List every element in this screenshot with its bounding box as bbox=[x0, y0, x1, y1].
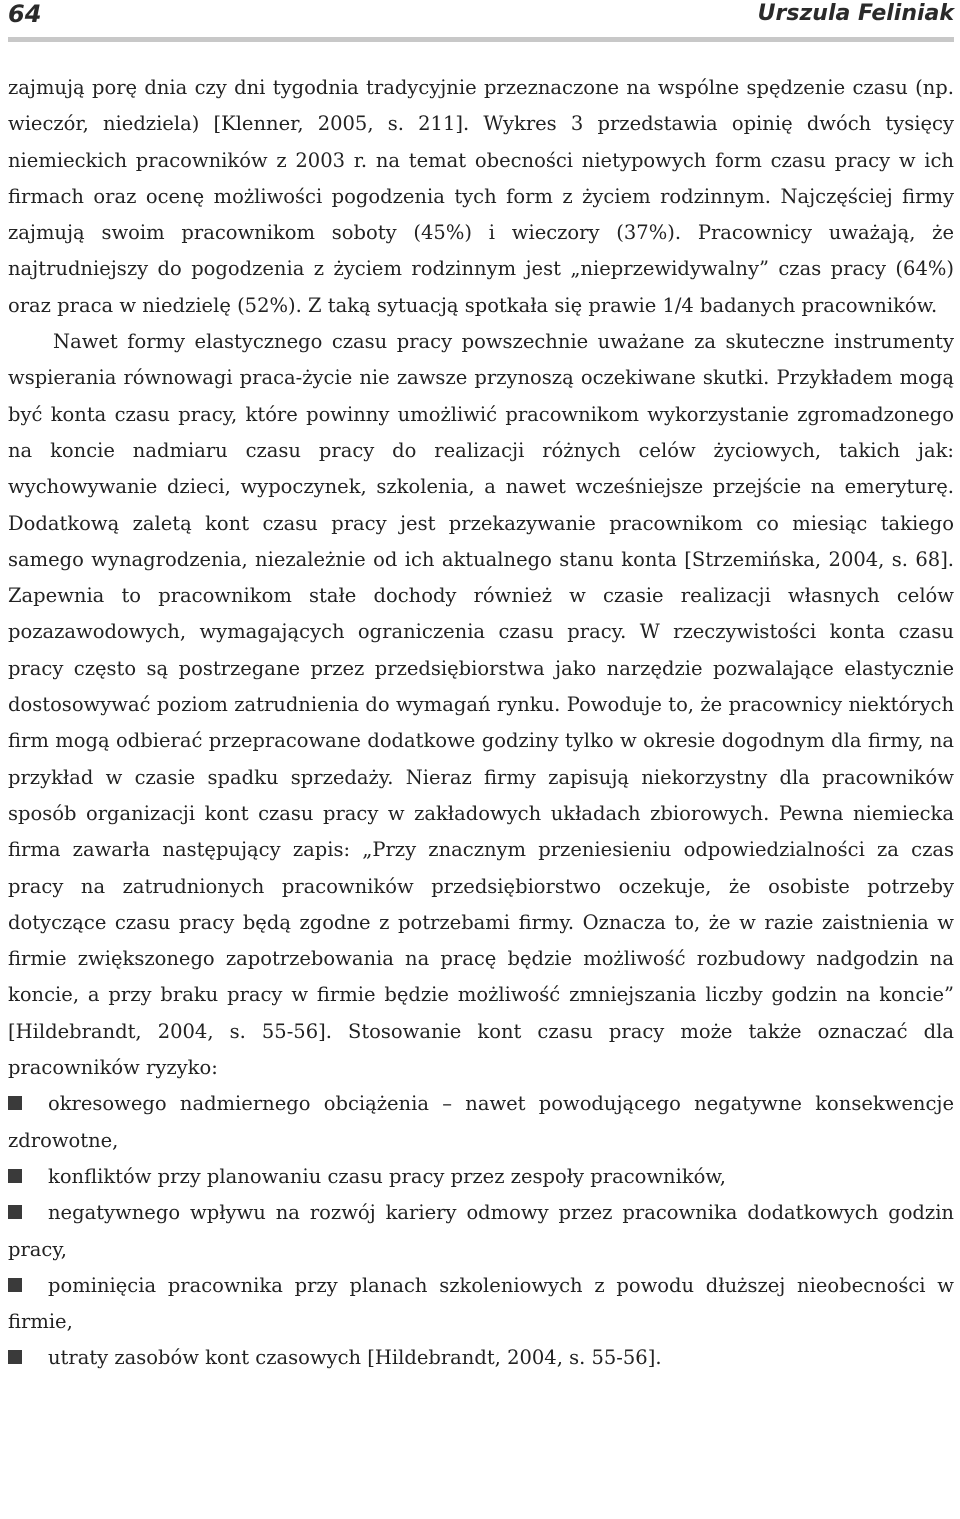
paragraph-2: Nawet formy elastycznego czasu pracy powszechnie uważane za skuteczne instrumenty wspierania równowagi praca-życie nie zawsze przynoszą oczekiwane skutki. Przykładem mogą być konta czasu pracy, które powinny umożliwić pracownikom wykorzystanie zgromadzonego na koncie nadmiaru czasu pracy do realizacji różnych celów życiowych, takich jak: wychowywanie dzieci, wypoczynek, szkolenia, a nawet wcześniejsze przejście na emeryturę. Dodatkową zaletą kont czasu pracy jest przekazywanie pracownikom co miesiąc takiego samego wynagrodzenia, niezależnie od ich aktualnego stanu konta [Strzemińska, 2004, s. 68]. Zapewnia to pracownikom stałe dochody również w czasie realizacji własnych celów pozazawodowych, wymagających ograniczenia czasu pracy. W rzeczywistości konta czasu pracy często są postrzegane przez przedsiębiorstwa jako narzędzie pozwalające elastycznie dostosowywać poziom zatrudnienia do wymagań rynku. Powoduje to, że pracownicy niektórych firm mogą odbierać przepracowane dodatkowe godziny tylko w okresie dogodnym dla firmy, na przykład w czasie spadku sprzedaży. Nieraz firmy zapisują niekorzystny dla pracowników sposób organizacji kont czasu pracy w zakładowych układach zbiorowych. Pewna niemiecka firma zawarła następujący zapis: „Przy znacznym przeniesieniu odpowiedzialności za czas pracy na zatrudnionych pracowników przedsiębiorstwo oczekuje, że osobiste potrzeby dotyczące czasu pracy będą zgodne z potrzebami firmy. Oznacza to, że w razie zaistnienia w firmie zwiększonego zapotrzebowania na pracę będzie możliwość rozbudowy nadgodzin na koncie, a przy braku pracy w firmie będzie możliwość zmniejszania liczby godzin na koncie” [Hildebrandt, 2004, s. 55-56]. Stosowanie kont czasu pracy może także oznaczać dla pracowników ryzyko: bbox=[8, 330, 954, 1080]
list-item bbox=[8, 1086, 954, 1159]
list-item bbox=[8, 1340, 954, 1376]
square-bullet-icon bbox=[8, 1278, 22, 1292]
paragraph-1: zajmują porę dnia czy dni tygodnia tradycyjnie przeznaczone na wspólne spędzenie czasu (np. wieczór, niedziela) [Klenner, 2005, s. 211]. Wykres 3 przedstawia opinię dwóch tysięcy niemieckich pracowników z 2003 r. na temat obecności nietypowych form czasu pracy w ich firmach oraz ocenę możliwości pogodzenia tych form z życiem rodzinnym. Najczęściej firmy zajmują swoim pracownikom soboty (45%) i wieczory (37%). Pracownicy uważają, że najtrudniejszy do pogodzenia z życiem rodzinnym jest „nieprzewidywalny” czas pracy (64%) oraz praca w niedzielę (52%). Z taką sytuacją spotkała się prawie 1/4 badanych pracowników. bbox=[8, 76, 954, 317]
header-rule bbox=[8, 37, 954, 42]
square-bullet-icon bbox=[8, 1205, 22, 1219]
list-item bbox=[8, 1195, 954, 1268]
list-item-text: negatywnego wpływu na rozwój kariery odmowy przez pracownika dodatkowych godzin pracy, bbox=[8, 1201, 954, 1261]
list-item bbox=[8, 1159, 954, 1195]
square-bullet-icon bbox=[8, 1169, 22, 1183]
square-bullet-icon bbox=[8, 1350, 22, 1364]
page-number: 64 bbox=[8, 0, 42, 28]
list-item-text: pominięcia pracownika przy planach szkoleniowych z powodu dłuższej nieobecności w firmie, bbox=[8, 1273, 954, 1334]
list-item-text: utraty zasobów kont czasowych [Hildebrandt, 2004, s. 55-56]. bbox=[48, 1346, 662, 1370]
page-header bbox=[8, 0, 954, 38]
body-text bbox=[8, 70, 954, 1377]
running-head: Urszula Feliniak bbox=[757, 1, 954, 26]
list-item-text: konfliktów przy planowaniu czasu pracy przez zespoły pracowników, bbox=[48, 1164, 726, 1188]
list-item bbox=[8, 1268, 954, 1341]
list-item-text: okresowego nadmiernego obciążenia – nawet powodującego negatywne konsekwencje zdrowotne, bbox=[8, 1092, 954, 1152]
square-bullet-icon bbox=[8, 1096, 22, 1110]
risk-list bbox=[8, 1086, 954, 1376]
